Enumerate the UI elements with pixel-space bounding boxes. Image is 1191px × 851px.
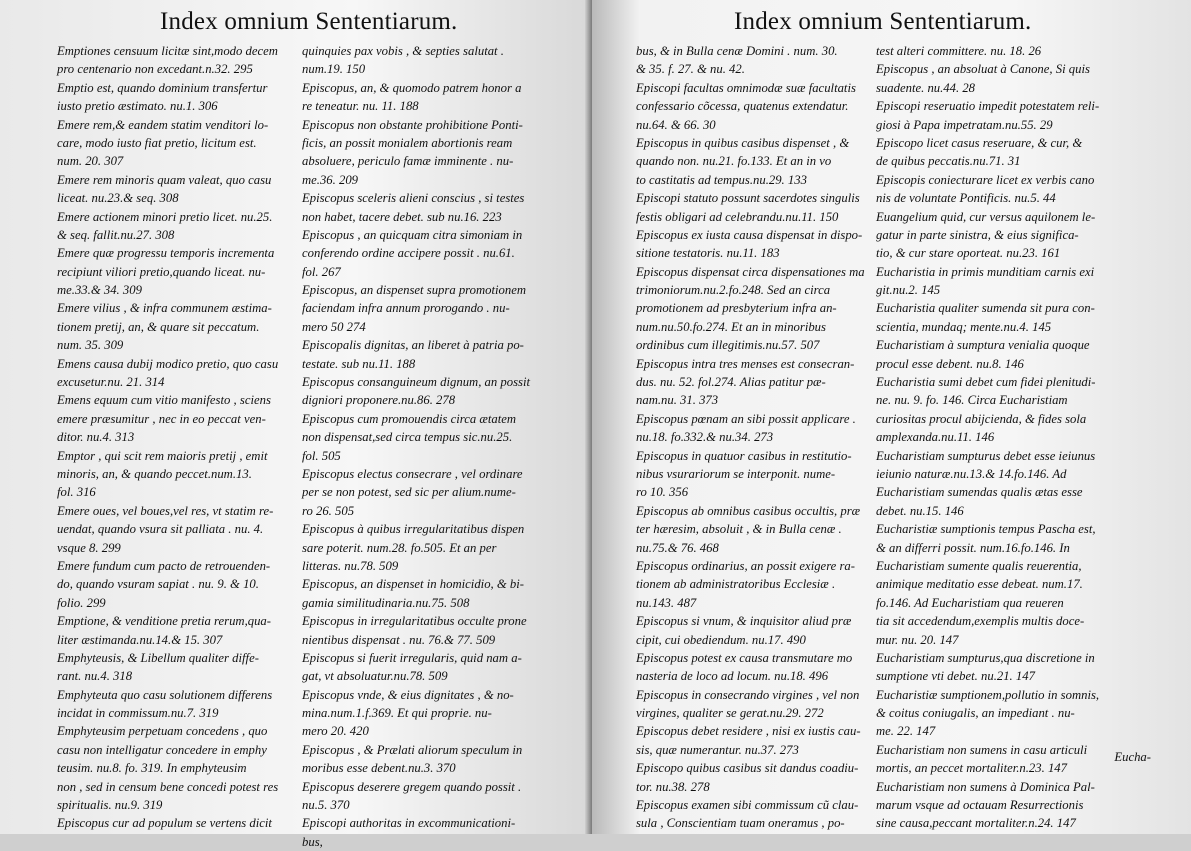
- index-entry-line: quinquies pax vobis , & septies salutat .: [302, 44, 504, 58]
- index-entry-line: test alteri committere. nu. 18. 26: [876, 44, 1042, 58]
- index-entry-line: Episcopus in consecrando virgines , vel non: [636, 687, 860, 702]
- index-entry-line: Emere rem minoris quam valeat, quo casu: [57, 172, 272, 187]
- index-entry-line: Episcopus , & Prælati aliorum speculum in: [302, 742, 523, 757]
- index-entry-line: Episcopus debet residere , nisi ex iustis cau-: [636, 724, 861, 739]
- index-entry-line: ordinibus cum illegitimis.nu.57. 507: [636, 338, 820, 353]
- index-entry-line: Episcopi facultas omnimodæ suæ facultatis: [636, 80, 856, 95]
- index-entry-line: moribus esse debent.nu.3. 370: [302, 761, 456, 776]
- index-entry-line: Episcopus ordinarius, an possit exigere ra-: [636, 558, 855, 573]
- index-entry-line: me. 22. 147: [876, 724, 936, 739]
- index-entry-line: Emens equum cum vitio manifesto , sciens: [57, 393, 271, 408]
- index-entry-line: ieiunio naturæ.nu.13.& 14.fo.146. Ad: [876, 466, 1067, 481]
- left-page: [0, 0, 592, 849]
- index-entry-line: Episcopus , an quicquam citra simoniam in: [302, 227, 523, 242]
- index-entry-line: casu non intelligatur concedere in emphy: [57, 742, 267, 757]
- index-entry-line: & an differri possit. num.16.fo.146. In: [876, 540, 1070, 555]
- index-entry-line: liceat. nu.23.& seq. 308: [57, 191, 179, 206]
- index-entry-line: Episcopus electus consecrare , vel ordinare: [302, 466, 523, 481]
- index-entry-line: num.nu.50.fo.274. Et an in minoribus: [636, 319, 826, 334]
- index-entry-line: vsque 8. 299: [57, 540, 121, 555]
- index-entry-line: & seq. fallit.nu.27. 308: [57, 227, 175, 242]
- index-entry-line: litteras. nu.78. 509: [302, 558, 399, 573]
- index-entry-line: Eucharistiam sumpturus debet esse ieiunus: [876, 448, 1096, 463]
- index-entry-line: ne. nu. 9. fo. 146. Circa Eucharistiam: [876, 393, 1068, 408]
- index-entry-line: excusetur.nu. 21. 314: [57, 375, 165, 390]
- index-entry-line: nu.18. fo.332.& nu.34. 273: [636, 430, 774, 445]
- index-entry-line: do, quando vsuram sapiat . nu. 9. & 10.: [57, 577, 259, 592]
- index-entry-line: nu.64. & 66. 30: [636, 117, 716, 132]
- index-entry-line: sare poterit. num.28. fo.505. Et an per: [302, 540, 497, 555]
- index-entry-line: Episcopus cum promouendis circa ætatem: [302, 411, 517, 426]
- index-entry-line: rant. nu.4. 318: [57, 669, 133, 684]
- index-entry-line: care, modo iusto fiat pretio, licitum est.: [57, 135, 257, 150]
- index-entry-line: Eucharistiam non sumens à Dominica Pal-: [876, 779, 1095, 794]
- index-entry-line: Eucharistia in primis munditiam carnis exi: [876, 264, 1095, 279]
- index-entry-line: marum vsque ad octauam Resurrectionis: [876, 798, 1084, 813]
- index-entry-line: Eucharistiam sumente qualis reuerentia,: [876, 558, 1082, 573]
- index-entry-line: uendat, quando vsura sit palliata . nu. 4.: [57, 522, 264, 537]
- index-entry-line: emere præsumitur , nec in eo peccat ven-: [57, 411, 266, 426]
- index-entry-line: sumptione vti debet. nu.21. 147: [876, 669, 1035, 684]
- index-entry-line: recipiunt viliori pretio,quando liceat. nu-: [57, 264, 266, 279]
- index-entry-line: virgines, qualiter se gerat.nu.29. 272: [636, 706, 824, 721]
- right-column-2: [876, 42, 1170, 833]
- index-entry-line: amplexanda.nu.11. 146: [876, 430, 995, 445]
- index-entry-line: me.33.& 34. 309: [57, 283, 142, 298]
- index-entry-line: faciendam infra annum prorogando . nu-: [302, 301, 510, 316]
- index-entry-line: nis de voluntate Pontificis. nu.5. 44: [876, 191, 1056, 206]
- left-page-title: Index omnium Sententiarum.: [160, 8, 458, 35]
- index-entry-line: nu.75.& 76. 468: [636, 540, 719, 555]
- index-entry-line: re teneatur. nu. 11. 188: [302, 99, 419, 114]
- index-entry-line: liter æstimanda.nu.14.& 15. 307: [57, 632, 223, 647]
- index-entry-line: gat, vt absoluatur.nu.78. 509: [302, 669, 448, 684]
- index-entry-line: animique meditatio esse debeat. num.17.: [876, 577, 1083, 592]
- index-entry-line: Eucharistiam non sumens in casu articuli: [876, 742, 1088, 757]
- index-entry-line: ro 10. 356: [636, 485, 689, 500]
- index-entry-line: gatur in parte sinistra, & eius significa-: [876, 227, 1079, 242]
- index-entry-line: & 35. f. 27. & nu. 42.: [636, 62, 745, 77]
- index-entry-line: Episcopus in irregularitatibus occulte prone: [302, 614, 527, 629]
- index-entry-line: Episcopus sceleris alieni conscius , si testes: [302, 191, 525, 206]
- index-entry-line: pro centenario non excedant.n.32. 295: [57, 62, 253, 77]
- index-entry-line: Emptione, & venditione pretia rerum,qua-: [57, 614, 272, 629]
- index-entry-line: ter hæresim, absoluit , & in Bulla cenæ .: [636, 522, 842, 537]
- index-entry-line: Episcopus, an, & quomodo patrem honor a: [302, 80, 522, 95]
- index-entry-line: Episcopo quibus casibus sit dandus coadiu-: [636, 761, 859, 776]
- index-entry-line: nam.nu. 31. 373: [636, 393, 719, 408]
- index-entry-line: Episcopus intra tres menses est consecran-: [636, 356, 855, 371]
- index-entry-line: Episcopalis dignitas, an liberet à patria po-: [302, 338, 524, 353]
- index-entry-line: Episcopus consanguineum dignum, an possit: [302, 375, 531, 390]
- index-entry-line: Emere fundum cum pacto de retrouenden-: [57, 558, 271, 573]
- index-entry-line: Episcopi reseruatio impedit potestatem reli-: [876, 99, 1100, 114]
- index-entry-line: Episcopus si vnum, & inquisitor aliud præ: [636, 614, 852, 629]
- index-entry-line: num. 35. 309: [57, 338, 124, 353]
- index-entry-line: tionem pretij, an, & quare sit peccatum.: [57, 319, 260, 334]
- index-entry-line: nu.143. 487: [636, 595, 697, 610]
- index-entry-line: trimoniorum.nu.2.fo.248. Sed an circa: [636, 283, 831, 298]
- index-entry-line: Emptor , qui scit rem maioris pretij , emit: [57, 448, 268, 463]
- index-entry-line: mero 50 274: [302, 319, 366, 334]
- index-entry-line: procul esse debent. nu.8. 146: [876, 356, 1024, 371]
- index-entry-line: Episcopis coniecturare licet ex verbis cano: [876, 172, 1095, 187]
- index-entry-line: quando non. nu.21. fo.133. Et an in vo: [636, 154, 832, 169]
- index-entry-line: incidat in commissum.nu.7. 319: [57, 706, 219, 721]
- index-entry-line: to castitatis ad tempus.nu.29. 133: [636, 172, 807, 187]
- index-entry-line: per se non potest, sed sic per alium.nume-: [302, 485, 516, 500]
- index-entry-line: git.nu.2. 145: [876, 283, 941, 298]
- index-entry-line: nu.5. 370: [302, 798, 350, 813]
- index-entry-line: fol. 267: [302, 264, 341, 279]
- index-entry-line: mortis, an peccet mortaliter.n.23. 147: [876, 761, 1067, 776]
- index-entry-line: Emere actionem minori pretio licet. nu.25.: [57, 209, 273, 224]
- index-entry-line: ficis, an possit monialem abortionis ream: [302, 135, 513, 150]
- index-entry-line: nientibus dispensat . nu. 76.& 77. 509: [302, 632, 496, 647]
- index-entry-line: tio, & cur stare oporteat. nu.23. 161: [876, 246, 1061, 261]
- index-entry-line: nibus vsurariorum se interponit. nume-: [636, 466, 836, 481]
- index-entry-line: sula , Conscientiam tuam oneramus , po-: [636, 816, 845, 831]
- index-entry-line: Emere vilius , & infra communem æstima-: [57, 301, 272, 316]
- index-entry-line: Eucharistia sumi debet cum fidei plenitudi-: [876, 375, 1096, 390]
- index-entry-line: Episcopus in quatuor casibus in restitutio-: [636, 448, 852, 463]
- index-entry-line: cipit, cui obediendum. nu.17. 490: [636, 632, 806, 647]
- index-entry-line: mero 20. 420: [302, 724, 369, 739]
- index-entry-line: non , sed in censum bene concedi potest res: [57, 779, 279, 794]
- index-entry-line: Episcopus potest ex causa transmutare mo: [636, 650, 853, 665]
- index-entry-line: suadente. nu.44. 28: [876, 80, 976, 95]
- index-entry-line: festis obligari ad celebrandu.nu.11. 150: [636, 209, 839, 224]
- index-entry-line: Episcopus examen sibi commissum cũ clau-: [636, 798, 859, 813]
- index-entry-line: & coitus coniugalis, an impediant . nu-: [876, 706, 1075, 721]
- index-entry-line: Episcopus dispensat circa dispensationes ma: [636, 264, 865, 279]
- index-entry-line: Eucharistiam sumendas qualis ætas esse: [876, 485, 1083, 500]
- index-entry-line: dus. nu. 52. fol.274. Alias patitur pæ-: [636, 375, 826, 390]
- index-entry-line: tor. nu.38. 278: [636, 779, 710, 794]
- index-entry-line: digniori proponere.nu.86. 278: [302, 393, 456, 408]
- index-entry-line: Eucharistiam à sumptura venialia quoque: [876, 338, 1090, 353]
- index-entry-line: Episcopo licet casus reseruare, & cur, &: [876, 135, 1083, 150]
- index-entry-line: Episcopus si fuerit irregularis, quid nam a-: [302, 650, 522, 665]
- index-entry-line: Episcopus vnde, & eius dignitates , & no-: [302, 687, 514, 702]
- index-entry-line: Episcopus pœnam an sibi possit applicare .: [636, 411, 856, 426]
- index-entry-line: Episcopus, an dispenset supra promotionem: [302, 283, 527, 298]
- index-entry-line: teusim. nu.8. fo. 319. In emphyteusim: [57, 761, 247, 776]
- index-entry-line: Episcopus , an absoluat à Canone, Si quis: [876, 62, 1090, 77]
- index-entry-line: fo.146. Ad Eucharistiam qua reueren: [876, 595, 1064, 610]
- index-entry-line: Emens causa dubij modico pretio, quo casu: [57, 356, 279, 371]
- index-entry-line: tionem ab administratoribus Ecclesiæ .: [636, 577, 836, 592]
- index-entry-line: sine causa,peccant mortaliter.n.24. 147: [876, 816, 1076, 831]
- index-entry-line: bus, & in Bulla cenæ Domini . num. 30.: [636, 44, 838, 58]
- index-entry-line: Episcopus ab omnibus casibus occultis, præ: [636, 503, 861, 518]
- index-entry-line: nasteria de loco ad locum. nu.18. 496: [636, 669, 829, 684]
- index-entry-line: num.19. 150: [302, 62, 366, 77]
- index-entry-line: iusto pretio æstimato. nu.1. 306: [57, 99, 218, 114]
- index-entry-line: fol. 316: [57, 485, 96, 500]
- right-column-1: [636, 42, 876, 833]
- index-entry-line: Emptio est, quando dominium transfertur: [57, 80, 268, 95]
- right-page: [592, 0, 1191, 834]
- index-entry-line: Episcopus, an dispenset in homicidio, & bi-: [302, 577, 525, 592]
- index-entry-line: Emere rem,& eandem statim venditori lo-: [57, 117, 269, 132]
- catchword: Eucha-: [1114, 750, 1151, 764]
- index-entry-line: non habet, tacere debet. sub nu.16. 223: [302, 209, 502, 224]
- index-entry-line: Eucharistiæ sumptionem,pollutio in somnis,: [876, 687, 1100, 702]
- index-entry-line: folio. 299: [57, 595, 106, 610]
- index-entry-line: mina.num.1.f.369. Et qui proprie. nu-: [302, 706, 492, 721]
- index-entry-line: de quibus peccatis.nu.71. 31: [876, 154, 1021, 169]
- index-entry-line: Eucharistiæ sumptionis tempus Pascha est,: [876, 522, 1096, 537]
- index-entry-line: Episcopi statuto possunt sacerdotes singulis: [636, 191, 860, 206]
- index-entry-line: Emphyteuta quo casu solutionem differens: [57, 687, 273, 702]
- index-entry-line: Emptiones censuum licitæ sint,modo decem: [57, 44, 278, 58]
- index-entry-line: bus,: [302, 834, 323, 849]
- index-entry-line: Episcopus non obstante prohibitione Ponti-: [302, 117, 523, 132]
- index-entry-line: Episcopus cur ad populum se vertens dicit: [57, 816, 272, 831]
- index-entry-line: sis, quæ numerantur. nu.37. 273: [636, 742, 799, 757]
- index-entry-line: Episcopus à quibus irregularitatibus dispen: [302, 522, 525, 537]
- index-entry-line: gamia similitudinaria.nu.75. 508: [302, 595, 470, 610]
- index-entry-line: Episcopi authoritas in excommunicationi-: [302, 816, 516, 831]
- index-entry-line: Eucharistia qualiter sumenda sit pura con-: [876, 301, 1095, 316]
- index-entry-line: debet. nu.15. 146: [876, 503, 964, 518]
- index-entry-line: confessario cõcessa, quatenus extendatur.: [636, 99, 849, 114]
- index-entry-line: Episcopus in quibus casibus dispenset , &: [636, 135, 850, 150]
- index-entry-line: non dispensat,sed circa tempus sic.nu.25.: [302, 430, 513, 445]
- index-entry-line: Emphyteusis, & Libellum qualiter diffe-: [57, 650, 259, 665]
- left-column-2: [302, 42, 557, 851]
- right-page-title: Index omnium Sententiarum.: [734, 8, 1032, 35]
- left-column-1: [57, 42, 294, 833]
- index-entry-line: Euangelium quid, cur versus aquilonem le-: [876, 209, 1096, 224]
- index-entry-line: promotionem ad presbyterium infra an-: [636, 301, 837, 316]
- index-entry-line: Emere quæ progressu temporis incrementa: [57, 246, 275, 261]
- index-entry-line: spiritualis. nu.9. 319: [57, 798, 163, 813]
- index-entry-line: Eucharistiam sumpturus,qua discretione in: [876, 650, 1095, 665]
- index-entry-line: Emphyteusim perpetuam concedens , quo: [57, 724, 268, 739]
- index-entry-line: me.36. 209: [302, 172, 359, 187]
- index-entry-line: Episcopus deserere gregem quando possit .: [302, 779, 522, 794]
- index-entry-line: giosi à Papa impetratam.nu.55. 29: [876, 117, 1053, 132]
- index-entry-line: sitione testatoris. nu.11. 183: [636, 246, 780, 261]
- index-entry-line: Emere oues, vel boues,vel res, vt statim re-: [57, 503, 274, 518]
- index-entry-line: mur. nu. 20. 147: [876, 632, 959, 647]
- index-entry-line: testate. sub nu.11. 188: [302, 356, 416, 371]
- index-entry-line: conferendo ordine accipere possit . nu.61.: [302, 246, 515, 261]
- index-entry-line: fol. 505: [302, 448, 341, 463]
- index-entry-line: curiositas procul abijcienda, & fides sola: [876, 411, 1087, 426]
- index-entry-line: ro 26. 505: [302, 503, 355, 518]
- index-entry-line: scientia, mundaq; mente.nu.4. 145: [876, 319, 1052, 334]
- index-entry-line: absoluere, periculo famæ imminente . nu-: [302, 154, 514, 169]
- index-entry-line: tia sit accedendum,exemplis multis doce-: [876, 614, 1085, 629]
- index-entry-line: ditor. nu.4. 313: [57, 430, 135, 445]
- index-entry-line: num. 20. 307: [57, 154, 124, 169]
- index-entry-line: minoris, an, & quando peccet.num.13.: [57, 466, 252, 481]
- index-entry-line: Episcopus ex iusta causa dispensat in dispo-: [636, 227, 863, 242]
